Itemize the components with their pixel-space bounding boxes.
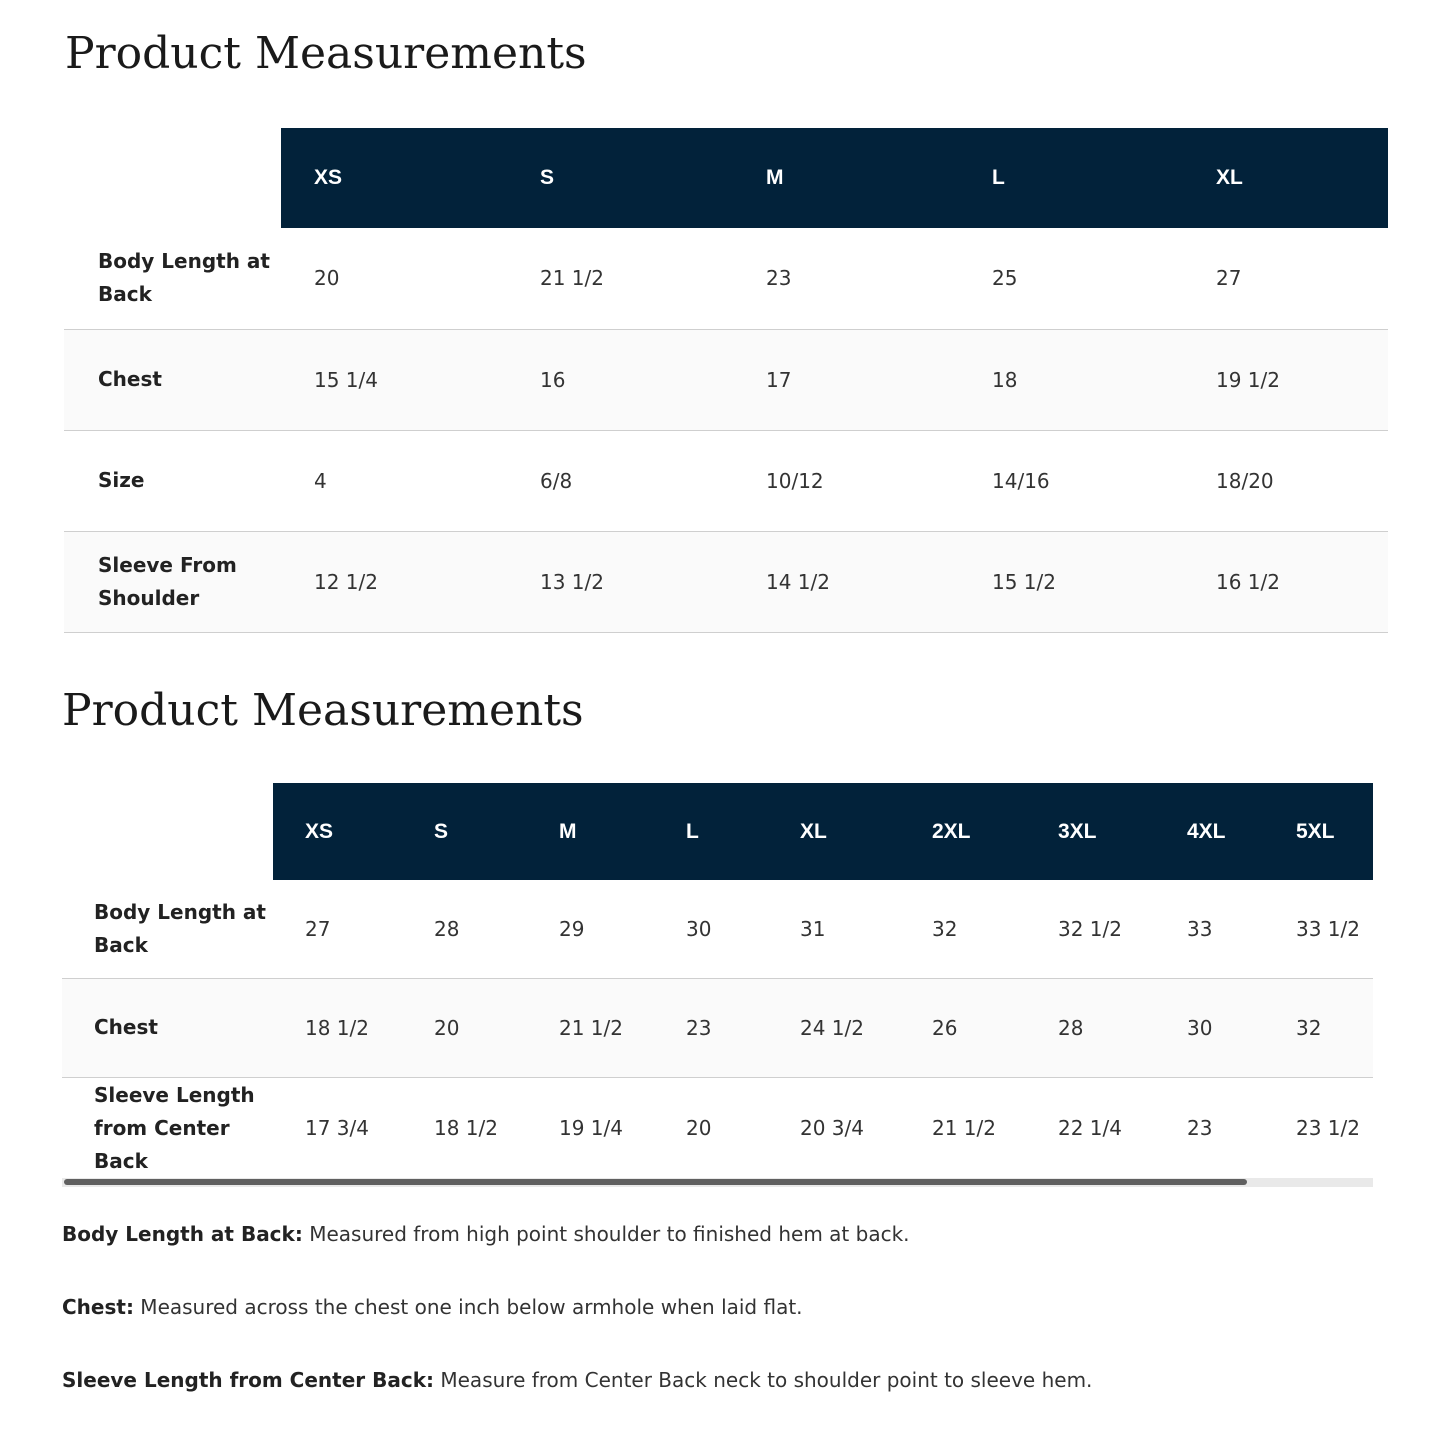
table-row [64,228,1388,329]
size-header: XL [1183,128,1388,228]
size-header: L [654,783,768,880]
table-cell: 12 1/2 [281,531,507,632]
table-cell: 20 3/4 [768,1077,900,1179]
table-cell: 31 [768,880,900,978]
note-text: Measure from Center Back neck to shoulder point to sleeve hem. [434,1368,1093,1392]
note-body-length [62,1222,1382,1295]
row-label: Body Length at Back [64,228,281,329]
table-corner [64,128,281,228]
table-cell: 6/8 [507,430,733,531]
row-label: Sleeve Length from Center Back [62,1077,273,1179]
size-header: 2XL [900,783,1026,880]
table-row [64,329,1388,430]
row-label: Sleeve From Shoulder [64,531,281,632]
table-cell: 18 1/2 [273,978,402,1077]
table-cell: 15 1/2 [959,531,1183,632]
table-cell: 28 [402,880,527,978]
table-row [64,430,1388,531]
table-cell: 23 [1155,1077,1268,1179]
measurements-table [62,783,1373,1180]
row-label: Chest [62,978,273,1077]
table-row [62,978,1373,1077]
size-header: XS [273,783,402,880]
table-cell: 18 [959,329,1183,430]
page-title: Product Measurements [65,28,587,79]
size-header: M [527,783,654,880]
measurements-table [64,128,1388,633]
note-text: Measured from high point shoulder to finished hem at back. [302,1222,910,1246]
table-cell: 16 1/2 [1183,531,1388,632]
size-header: XL [768,783,900,880]
measurement-notes [62,1222,1382,1441]
table-cell: 26 [900,978,1026,1077]
table-cell: 30 [654,880,768,978]
table-cell: 19 1/4 [527,1077,654,1179]
table-cell: 27 [1183,228,1388,329]
table-cell: 16 [507,329,733,430]
table-cell: 23 [654,978,768,1077]
table-cell: 22 1/4 [1026,1077,1155,1179]
table-cell: 17 [733,329,959,430]
table-cell: 30 [1155,978,1268,1077]
table-cell: 20 [402,978,527,1077]
size-header: S [402,783,527,880]
table-cell: 18/20 [1183,430,1388,531]
note-sleeve-length [62,1368,1382,1441]
table-cell: 23 [733,228,959,329]
row-label: Chest [64,329,281,430]
table-cell: 20 [654,1077,768,1179]
table-cell: 32 1/2 [1026,880,1155,978]
row-label: Body Length at Back [62,880,273,978]
table-cell: 21 1/2 [527,978,654,1077]
table-cell: 33 1/2 [1268,880,1373,978]
table-cell: 32 [900,880,1026,978]
table-cell: 27 [273,880,402,978]
table-cell: 15 1/4 [281,329,507,430]
scrollbar-thumb[interactable] [64,1179,1247,1185]
table-cell: 17 3/4 [273,1077,402,1179]
size-header: S [507,128,733,228]
table-cell: 29 [527,880,654,978]
table-cell: 18 1/2 [402,1077,527,1179]
note-term: Sleeve Length from Center Back: [62,1368,435,1392]
size-header: M [733,128,959,228]
table-row [64,531,1388,632]
table-cell: 20 [281,228,507,329]
table-cell: 28 [1026,978,1155,1077]
table-cell: 14 1/2 [733,531,959,632]
size-header: 4XL [1155,783,1268,880]
size-header: L [959,128,1183,228]
size-header: 3XL [1026,783,1155,880]
table-corner [62,783,273,880]
row-label: Size [64,430,281,531]
table-cell: 21 1/2 [900,1077,1026,1179]
size-header: XS [281,128,507,228]
table-cell: 21 1/2 [507,228,733,329]
note-term: Chest: [62,1295,134,1319]
table-cell: 24 1/2 [768,978,900,1077]
page-title: Product Measurements [62,685,584,736]
table-cell: 33 [1155,880,1268,978]
table-cell: 23 1/2 [1268,1077,1373,1179]
size-header: 5XL [1268,783,1373,880]
note-term: Body Length at Back: [62,1222,303,1246]
table-cell: 14/16 [959,430,1183,531]
table-cell: 4 [281,430,507,531]
note-text: Measured across the chest one inch below armhole when laid flat. [133,1295,803,1319]
note-chest [62,1295,1382,1368]
table-cell: 10/12 [733,430,959,531]
horizontal-scrollbar[interactable] [62,1178,1373,1187]
table-cell: 25 [959,228,1183,329]
table-row [62,1077,1373,1179]
table-cell: 32 [1268,978,1373,1077]
table-cell: 13 1/2 [507,531,733,632]
table-cell: 19 1/2 [1183,329,1388,430]
table-row [62,880,1373,978]
